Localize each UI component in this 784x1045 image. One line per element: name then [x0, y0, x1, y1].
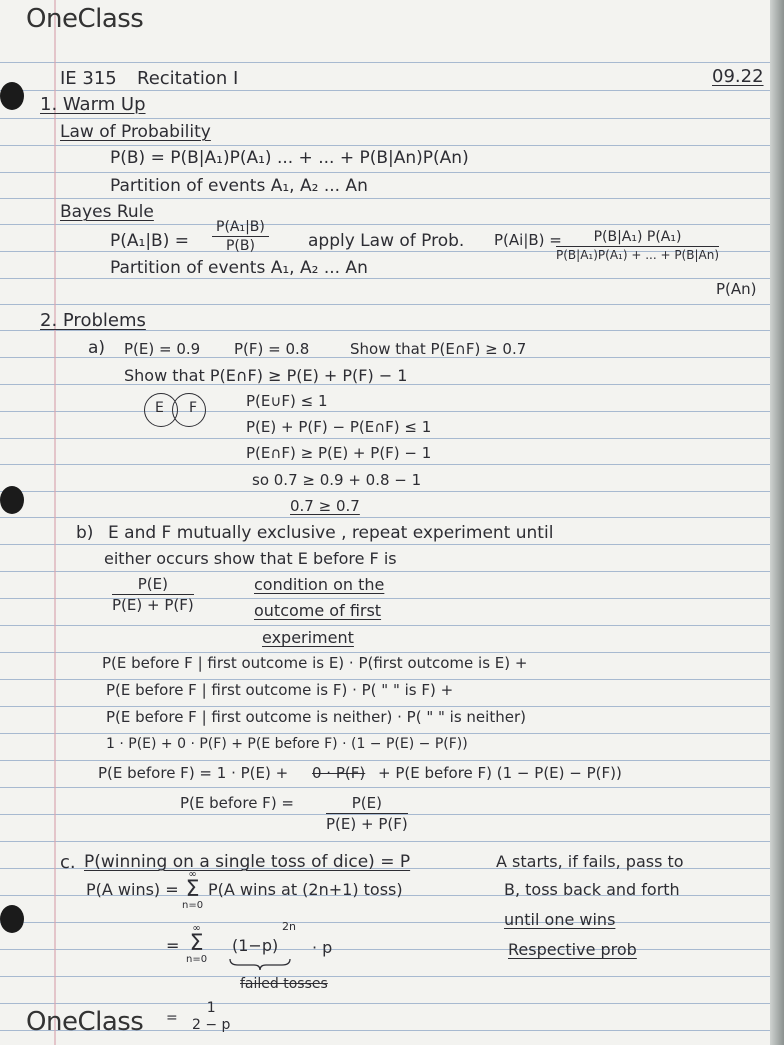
problem-c-failed-tosses: failed tosses [240, 976, 328, 992]
date: 09.22 [712, 66, 764, 87]
oneclass-logo-top: OneClass [26, 4, 144, 34]
problem-c-note1: A starts, if fails, pass to [496, 852, 684, 871]
law-title: Law of Probability [60, 122, 211, 142]
course-code: IE 315 [60, 68, 117, 89]
problem-c-eq2-lhs: = [166, 936, 180, 955]
venn-label-f: F [189, 400, 198, 416]
problem-a-step3: P(E∩F) ≥ P(E) + P(F) − 1 [246, 444, 432, 462]
bayes-apply-note: apply Law of Prob. [308, 231, 465, 251]
problems-heading: 2. Problems [40, 310, 146, 331]
underbrace [228, 957, 292, 971]
sum-symbol-1: ∞ Σ n=0 [182, 869, 204, 911]
bayes-lhs: P(A₁|B) = [110, 231, 189, 251]
problem-a-given-e: P(E) = 0.9 [124, 340, 201, 358]
law-equation: P(B) = P(B|A₁)P(A₁) ... + ... + P(B|An)P(An) [110, 148, 469, 168]
problem-b-result-denominator: P(E) + P(F) [326, 815, 408, 833]
problem-b-fraction [112, 575, 194, 614]
bayes-rhs-numerator: P(B|A₁) P(A₁) [556, 229, 719, 247]
problem-b-numerator: P(E) [112, 575, 194, 595]
problem-a-step4: so 0.7 ≥ 0.9 + 0.8 − 1 [252, 471, 422, 489]
problem-c-final-lhs: = [166, 1010, 178, 1026]
problem-c-eq2-exponent: 2n [282, 920, 296, 933]
sum-2-upper: ∞ [192, 923, 201, 934]
problem-b-result-numerator: P(E) [326, 794, 408, 814]
problem-b-case3: P(E before F | first outcome is neither) · P( " " is neither) [106, 708, 526, 726]
problem-b-cond1: condition on the [254, 575, 385, 594]
problem-b-line1: E and F mutually exclusive , repeat experiment until [108, 523, 554, 543]
problem-c-final-denominator: 2 − p [192, 1017, 231, 1033]
bayes-denominator: P(B) [225, 238, 255, 254]
problem-c-eq2-base: (1−p) [232, 936, 279, 955]
problem-b-result-fraction [326, 794, 408, 833]
margin-line [54, 0, 56, 1045]
problem-c-label: c. [60, 852, 76, 873]
binder-hole [0, 905, 24, 933]
venn-label-e: E [155, 400, 164, 416]
problem-b-case2: P(E before F | first outcome is F) · P( " " is F) + [106, 681, 454, 699]
problem-a-given-f: P(F) = 0.8 [234, 340, 310, 358]
problem-b-result-lhs: P(E before F) = [180, 794, 295, 812]
problem-a-show2: Show that P(E∩F) ≥ P(E) + P(F) − 1 [124, 366, 408, 385]
problem-b-expand2-end: + P(E before F) (1 − P(E) − P(F)) [378, 764, 622, 782]
problem-a-step1: P(E∪F) ≤ 1 [246, 392, 328, 410]
problem-c-pa-rhs: P(A wins at (2n+1) toss) [208, 880, 403, 899]
bayes-fraction [212, 219, 269, 254]
problem-c-pa-lhs: P(A wins) = [86, 880, 179, 899]
problem-b-expand2-struck: 0 · P(F) [312, 764, 366, 782]
sum-1-lower: n=0 [182, 900, 204, 911]
problem-c-final-fraction [192, 1000, 230, 1033]
bayes-rhs-denominator-cont: P(An) [716, 280, 757, 298]
problem-c-note4: Respective prob [508, 940, 637, 959]
oneclass-logo-bottom: OneClass [26, 1007, 144, 1037]
problem-b-expand: 1 · P(E) + 0 · P(F) + P(E before F) · (1 − P(E) − P(F)) [106, 736, 468, 752]
problem-b-expand2-start: P(E before F) = 1 · P(E) + [98, 764, 289, 782]
binder-hole [0, 82, 24, 110]
problem-c-line1: P(winning on a single toss of dice) = P [84, 852, 411, 872]
problem-c-note2: B, toss back and forth [504, 880, 680, 899]
warmup-heading: 1. Warm Up [40, 94, 146, 115]
problem-b-cond2: outcome of first [254, 601, 382, 620]
problem-c-note3: until one wins [504, 910, 616, 929]
sum-1-upper: ∞ [188, 869, 197, 880]
bayes-rhs-denominator: P(B|A₁)P(A₁) + ... + P(B|An) [556, 248, 720, 262]
bayes-rhs-lhs: P(Ai|B) = [494, 231, 562, 249]
problem-a-show: Show that P(E∩F) ≥ 0.7 [350, 340, 527, 358]
bayes-partition: Partition of events A₁, A₂ ... An [110, 258, 368, 278]
sum-symbol-2: ∞ Σ n=0 [186, 923, 208, 965]
sum-2-lower: n=0 [186, 954, 208, 965]
bayes-title: Bayes Rule [60, 202, 154, 222]
bayes-rhs-fraction [556, 229, 719, 262]
problem-b-denominator: P(E) + P(F) [112, 596, 194, 614]
problem-c-final-numerator: 1 [206, 1000, 216, 1016]
problem-c-eq2-tail: · p [312, 938, 333, 957]
problem-a-step2: P(E) + P(F) − P(E∩F) ≤ 1 [246, 418, 432, 436]
law-partition: Partition of events A₁, A₂ ... An [110, 176, 368, 196]
problem-b-case1: P(E before F | first outcome is E) · P(first outcome is E) + [102, 654, 528, 672]
problem-a-step5: 0.7 ≥ 0.7 [290, 497, 360, 515]
page-title: Recitation I [137, 68, 239, 89]
problem-a-label: a) [88, 338, 106, 358]
problem-b-line2: either occurs show that E before F is [104, 549, 397, 568]
binder-hole [0, 486, 24, 514]
problem-b-label: b) [76, 523, 94, 543]
bayes-numerator: P(A₁|B) [212, 219, 269, 237]
problem-b-cond3: experiment [262, 628, 354, 647]
page-edge-shadow [770, 0, 784, 1045]
